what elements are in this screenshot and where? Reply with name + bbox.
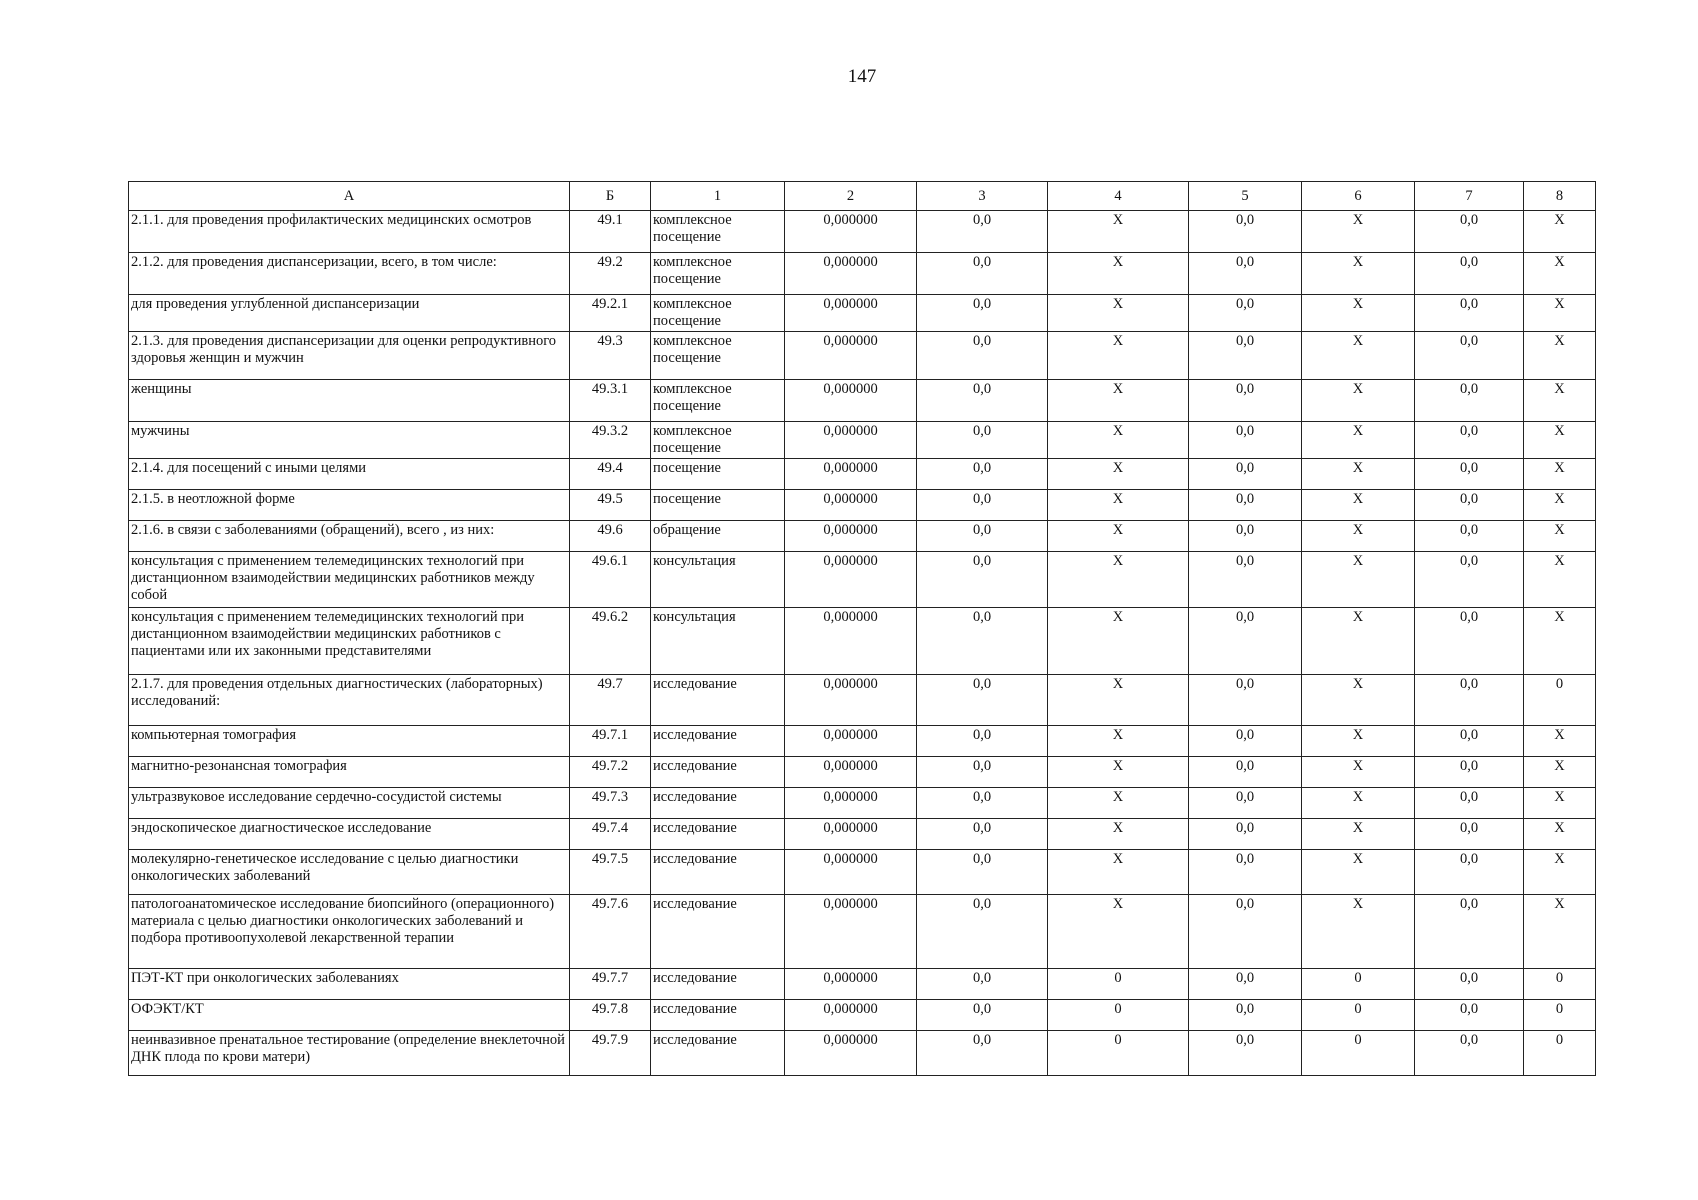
row-unit-cell: комплексное посещение [651, 253, 785, 295]
header-row [129, 182, 1596, 211]
col3-cell: 0,0 [917, 253, 1048, 295]
col4-cell: 0 [1048, 1000, 1189, 1031]
table-row [129, 1031, 1596, 1076]
column-header-5: 5 [1189, 182, 1302, 211]
row-unit-cell: обращение [651, 521, 785, 552]
col6-cell: X [1302, 757, 1415, 788]
col2-cell: 0,000000 [785, 675, 917, 726]
row-unit-cell: комплексное посещение [651, 211, 785, 253]
row-unit-cell: посещение [651, 490, 785, 521]
row-unit-cell: исследование [651, 1000, 785, 1031]
row-unit-cell: исследование [651, 895, 785, 969]
row-unit-cell: комплексное посещение [651, 422, 785, 459]
col2-cell: 0,000000 [785, 332, 917, 380]
col5-cell: 0,0 [1189, 552, 1302, 608]
col2-cell: 0,000000 [785, 1031, 917, 1076]
row-name-cell: 2.1.3. для проведения диспансеризации для оценки репродуктивного здоровья женщин и мужчин [129, 332, 570, 380]
col3-cell: 0,0 [917, 459, 1048, 490]
row-code-cell: 49.1 [570, 211, 651, 253]
col6-cell: X [1302, 726, 1415, 757]
data-table [128, 181, 1596, 1076]
row-code-cell: 49.7.5 [570, 850, 651, 895]
row-code-cell: 49.7.1 [570, 726, 651, 757]
col5-cell: 0,0 [1189, 726, 1302, 757]
col3-cell: 0,0 [917, 521, 1048, 552]
col3-cell: 0,0 [917, 788, 1048, 819]
col8-cell: X [1524, 459, 1596, 490]
row-name-cell: 2.1.4. для посещений с иными целями [129, 459, 570, 490]
col8-cell: X [1524, 295, 1596, 332]
row-code-cell: 49.7.9 [570, 1031, 651, 1076]
col3-cell: 0,0 [917, 490, 1048, 521]
column-header-2: 2 [785, 182, 917, 211]
col8-cell: 0 [1524, 1000, 1596, 1031]
row-name-cell: ПЭТ-КТ при онкологических заболеваниях [129, 969, 570, 1000]
col6-cell: 0 [1302, 1000, 1415, 1031]
row-name-cell: ультразвуковое исследование сердечно-сосудистой системы [129, 788, 570, 819]
row-code-cell: 49.7.6 [570, 895, 651, 969]
row-unit-cell: исследование [651, 726, 785, 757]
col8-cell: X [1524, 211, 1596, 253]
col7-cell: 0,0 [1415, 675, 1524, 726]
col5-cell: 0,0 [1189, 788, 1302, 819]
col2-cell: 0,000000 [785, 552, 917, 608]
col8-cell: X [1524, 757, 1596, 788]
col2-cell: 0,000000 [785, 253, 917, 295]
row-code-cell: 49.7.2 [570, 757, 651, 788]
column-header-b: Б [570, 182, 651, 211]
col7-cell: 0,0 [1415, 1000, 1524, 1031]
column-header-4: 4 [1048, 182, 1189, 211]
col7-cell: 0,0 [1415, 552, 1524, 608]
col5-cell: 0,0 [1189, 332, 1302, 380]
col5-cell: 0,0 [1189, 675, 1302, 726]
row-unit-cell: исследование [651, 850, 785, 895]
col3-cell: 0,0 [917, 380, 1048, 422]
col2-cell: 0,000000 [785, 757, 917, 788]
col5-cell: 0,0 [1189, 380, 1302, 422]
col7-cell: 0,0 [1415, 332, 1524, 380]
col2-cell: 0,000000 [785, 521, 917, 552]
row-unit-cell: комплексное посещение [651, 295, 785, 332]
column-header-1: 1 [651, 182, 785, 211]
col7-cell: 0,0 [1415, 211, 1524, 253]
table-body [129, 211, 1596, 1076]
col2-cell: 0,000000 [785, 211, 917, 253]
row-unit-cell: комплексное посещение [651, 380, 785, 422]
col6-cell: X [1302, 895, 1415, 969]
col5-cell: 0,0 [1189, 459, 1302, 490]
col2-cell: 0,000000 [785, 850, 917, 895]
col3-cell: 0,0 [917, 608, 1048, 675]
col7-cell: 0,0 [1415, 819, 1524, 850]
row-name-cell: для проведения углубленной диспансеризации [129, 295, 570, 332]
row-name-cell: компьютерная томография [129, 726, 570, 757]
row-unit-cell: посещение [651, 459, 785, 490]
col2-cell: 0,000000 [785, 895, 917, 969]
col8-cell: X [1524, 422, 1596, 459]
col8-cell: X [1524, 552, 1596, 608]
col7-cell: 0,0 [1415, 895, 1524, 969]
col4-cell: X [1048, 895, 1189, 969]
col4-cell: X [1048, 422, 1189, 459]
col8-cell: 0 [1524, 969, 1596, 1000]
col5-cell: 0,0 [1189, 521, 1302, 552]
table-row [129, 521, 1596, 552]
col3-cell: 0,0 [917, 969, 1048, 1000]
row-unit-cell: исследование [651, 1031, 785, 1076]
col8-cell: X [1524, 521, 1596, 552]
row-name-cell: 2.1.5. в неотложной форме [129, 490, 570, 521]
col8-cell: 0 [1524, 1031, 1596, 1076]
table-row [129, 819, 1596, 850]
col8-cell: X [1524, 788, 1596, 819]
row-name-cell: 2.1.7. для проведения отдельных диагностических (лабораторных) исследований: [129, 675, 570, 726]
col4-cell: X [1048, 380, 1189, 422]
col4-cell: X [1048, 253, 1189, 295]
col5-cell: 0,0 [1189, 1031, 1302, 1076]
row-unit-cell: исследование [651, 757, 785, 788]
column-header-a: А [129, 182, 570, 211]
table-row [129, 422, 1596, 459]
col7-cell: 0,0 [1415, 253, 1524, 295]
col6-cell: X [1302, 675, 1415, 726]
col5-cell: 0,0 [1189, 757, 1302, 788]
col4-cell: X [1048, 675, 1189, 726]
table-row [129, 211, 1596, 253]
row-code-cell: 49.2.1 [570, 295, 651, 332]
row-name-cell: мужчины [129, 422, 570, 459]
col7-cell: 0,0 [1415, 969, 1524, 1000]
col4-cell: X [1048, 726, 1189, 757]
row-code-cell: 49.7.4 [570, 819, 651, 850]
col3-cell: 0,0 [917, 1000, 1048, 1031]
col3-cell: 0,0 [917, 675, 1048, 726]
col6-cell: X [1302, 332, 1415, 380]
row-unit-cell: исследование [651, 819, 785, 850]
row-code-cell: 49.7.7 [570, 969, 651, 1000]
table-row [129, 253, 1596, 295]
col8-cell: X [1524, 490, 1596, 521]
row-code-cell: 49.4 [570, 459, 651, 490]
col2-cell: 0,000000 [785, 819, 917, 850]
col2-cell: 0,000000 [785, 295, 917, 332]
col3-cell: 0,0 [917, 422, 1048, 459]
col6-cell: 0 [1302, 1031, 1415, 1076]
row-code-cell: 49.5 [570, 490, 651, 521]
col7-cell: 0,0 [1415, 726, 1524, 757]
col4-cell: 0 [1048, 1031, 1189, 1076]
row-name-cell: 2.1.6. в связи с заболеваниями (обращений), всего , из них: [129, 521, 570, 552]
col8-cell: X [1524, 726, 1596, 757]
table-row [129, 295, 1596, 332]
col5-cell: 0,0 [1189, 295, 1302, 332]
table-row [129, 788, 1596, 819]
col3-cell: 0,0 [917, 726, 1048, 757]
col2-cell: 0,000000 [785, 726, 917, 757]
col7-cell: 0,0 [1415, 788, 1524, 819]
row-code-cell: 49.3.1 [570, 380, 651, 422]
col7-cell: 0,0 [1415, 521, 1524, 552]
table-row [129, 969, 1596, 1000]
col6-cell: X [1302, 788, 1415, 819]
table-row [129, 332, 1596, 380]
row-name-cell: молекулярно-генетическое исследование с целью диагностики онкологических заболеваний [129, 850, 570, 895]
col5-cell: 0,0 [1189, 211, 1302, 253]
table-row [129, 757, 1596, 788]
col7-cell: 0,0 [1415, 1031, 1524, 1076]
row-name-cell: ОФЭКТ/КТ [129, 1000, 570, 1031]
table-row [129, 552, 1596, 608]
row-code-cell: 49.3.2 [570, 422, 651, 459]
col7-cell: 0,0 [1415, 459, 1524, 490]
col2-cell: 0,000000 [785, 380, 917, 422]
table-row [129, 675, 1596, 726]
col3-cell: 0,0 [917, 850, 1048, 895]
row-code-cell: 49.3 [570, 332, 651, 380]
col3-cell: 0,0 [917, 819, 1048, 850]
col6-cell: X [1302, 850, 1415, 895]
col2-cell: 0,000000 [785, 490, 917, 521]
row-name-cell: женщины [129, 380, 570, 422]
row-name-cell: консультация с применением телемедицинских технологий при дистанционном взаимодействии медицинских работников с пациентами или их законными представителями [129, 608, 570, 675]
col7-cell: 0,0 [1415, 490, 1524, 521]
col6-cell: X [1302, 490, 1415, 521]
row-code-cell: 49.6.2 [570, 608, 651, 675]
col6-cell: X [1302, 253, 1415, 295]
row-unit-cell: консультация [651, 608, 785, 675]
col2-cell: 0,000000 [785, 608, 917, 675]
col6-cell: X [1302, 819, 1415, 850]
row-code-cell: 49.6.1 [570, 552, 651, 608]
col3-cell: 0,0 [917, 211, 1048, 253]
row-name-cell: магнитно-резонансная томография [129, 757, 570, 788]
col2-cell: 0,000000 [785, 1000, 917, 1031]
col7-cell: 0,0 [1415, 850, 1524, 895]
col3-cell: 0,0 [917, 332, 1048, 380]
col3-cell: 0,0 [917, 757, 1048, 788]
col4-cell: X [1048, 332, 1189, 380]
table-row [129, 1000, 1596, 1031]
row-code-cell: 49.7 [570, 675, 651, 726]
table-row [129, 895, 1596, 969]
col6-cell: X [1302, 211, 1415, 253]
page-number: 147 [847, 66, 877, 87]
col6-cell: X [1302, 459, 1415, 490]
row-name-cell: неинвазивное пренатальное тестирование (определение внеклеточной ДНК плода по крови матери) [129, 1031, 570, 1076]
table-row [129, 459, 1596, 490]
col4-cell: X [1048, 459, 1189, 490]
col3-cell: 0,0 [917, 1031, 1048, 1076]
col5-cell: 0,0 [1189, 895, 1302, 969]
col2-cell: 0,000000 [785, 459, 917, 490]
col6-cell: X [1302, 380, 1415, 422]
row-unit-cell: комплексное посещение [651, 332, 785, 380]
col4-cell: X [1048, 819, 1189, 850]
col4-cell: 0 [1048, 969, 1189, 1000]
col2-cell: 0,000000 [785, 969, 917, 1000]
col4-cell: X [1048, 788, 1189, 819]
column-header-6: 6 [1302, 182, 1415, 211]
col3-cell: 0,0 [917, 295, 1048, 332]
col4-cell: X [1048, 521, 1189, 552]
row-code-cell: 49.7.8 [570, 1000, 651, 1031]
row-code-cell: 49.2 [570, 253, 651, 295]
col6-cell: X [1302, 521, 1415, 552]
col8-cell: X [1524, 895, 1596, 969]
row-unit-cell: исследование [651, 788, 785, 819]
col5-cell: 0,0 [1189, 969, 1302, 1000]
table-row [129, 380, 1596, 422]
row-name-cell: консультация с применением телемедицинских технологий при дистанционном взаимодействии медицинских работников между собой [129, 552, 570, 608]
col7-cell: 0,0 [1415, 380, 1524, 422]
table-row [129, 850, 1596, 895]
col3-cell: 0,0 [917, 895, 1048, 969]
row-code-cell: 49.7.3 [570, 788, 651, 819]
col6-cell: X [1302, 422, 1415, 459]
col4-cell: X [1048, 490, 1189, 521]
col8-cell: X [1524, 380, 1596, 422]
col8-cell: X [1524, 608, 1596, 675]
row-name-cell: 2.1.2. для проведения диспансеризации, всего, в том числе: [129, 253, 570, 295]
col5-cell: 0,0 [1189, 819, 1302, 850]
table-row [129, 608, 1596, 675]
col4-cell: X [1048, 552, 1189, 608]
row-name-cell: патологоанатомическое исследование биопсийного (операционного) материала с целью диагностики онкологических заболеваний и подбора противоопухолевой лекарственной терапии [129, 895, 570, 969]
col2-cell: 0,000000 [785, 788, 917, 819]
col7-cell: 0,0 [1415, 757, 1524, 788]
table-row [129, 490, 1596, 521]
row-unit-cell: исследование [651, 675, 785, 726]
col8-cell: X [1524, 850, 1596, 895]
col4-cell: X [1048, 211, 1189, 253]
col4-cell: X [1048, 295, 1189, 332]
column-header-8: 8 [1524, 182, 1596, 211]
col7-cell: 0,0 [1415, 295, 1524, 332]
row-name-cell: эндоскопическое диагностическое исследование [129, 819, 570, 850]
row-unit-cell: консультация [651, 552, 785, 608]
col5-cell: 0,0 [1189, 1000, 1302, 1031]
col8-cell: 0 [1524, 675, 1596, 726]
col5-cell: 0,0 [1189, 490, 1302, 521]
col4-cell: X [1048, 608, 1189, 675]
col2-cell: 0,000000 [785, 422, 917, 459]
col6-cell: 0 [1302, 969, 1415, 1000]
col5-cell: 0,0 [1189, 422, 1302, 459]
col4-cell: X [1048, 850, 1189, 895]
row-code-cell: 49.6 [570, 521, 651, 552]
col3-cell: 0,0 [917, 552, 1048, 608]
row-unit-cell: исследование [651, 969, 785, 1000]
col6-cell: X [1302, 552, 1415, 608]
column-header-3: 3 [917, 182, 1048, 211]
col5-cell: 0,0 [1189, 253, 1302, 295]
col7-cell: 0,0 [1415, 608, 1524, 675]
col5-cell: 0,0 [1189, 850, 1302, 895]
table-row [129, 726, 1596, 757]
column-header-7: 7 [1415, 182, 1524, 211]
col6-cell: X [1302, 295, 1415, 332]
row-name-cell: 2.1.1. для проведения профилактических медицинских осмотров [129, 211, 570, 253]
col8-cell: X [1524, 332, 1596, 380]
col8-cell: X [1524, 819, 1596, 850]
col4-cell: X [1048, 757, 1189, 788]
col8-cell: X [1524, 253, 1596, 295]
col6-cell: X [1302, 608, 1415, 675]
col5-cell: 0,0 [1189, 608, 1302, 675]
col7-cell: 0,0 [1415, 422, 1524, 459]
